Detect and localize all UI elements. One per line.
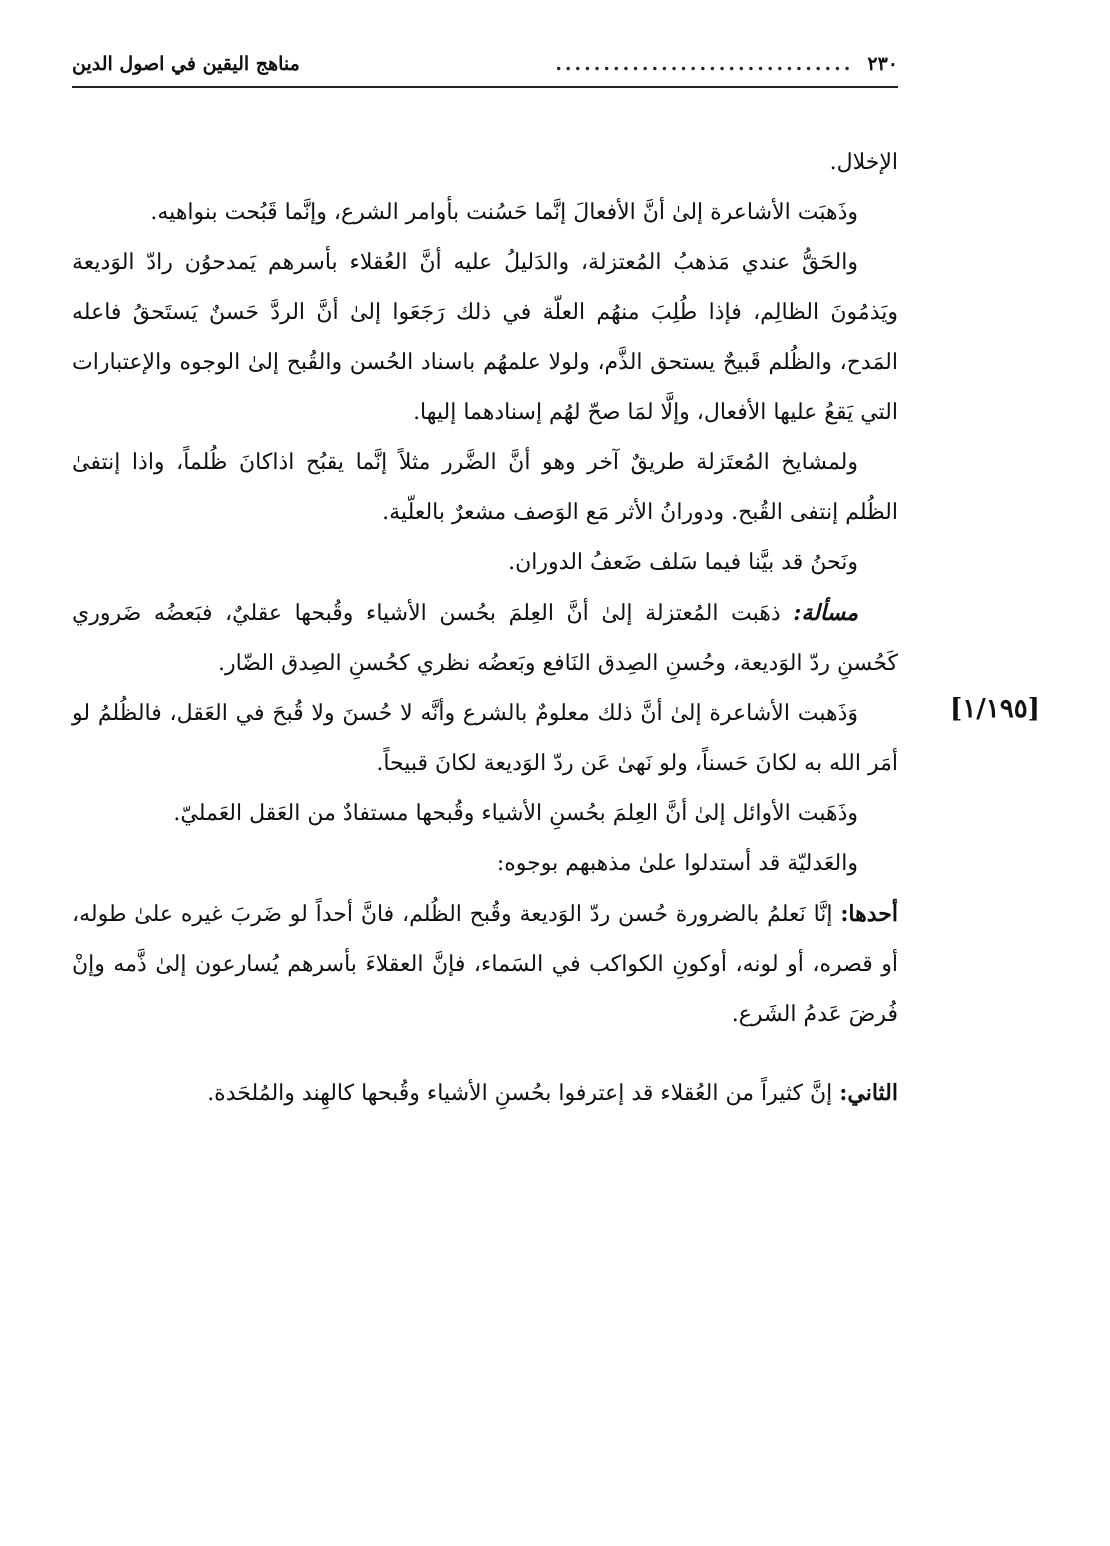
paragraph: الإخلال. (829, 150, 898, 175)
paragraph: ولمشايخ المُعتَزلة طريقٌ آخر وهو أنَّ الضَّرر مثلاً إنَّما يقبُح اذاكانَ ظُلماً، واذا إنتفىٰ الظُلم إنتفى القُبح. ودورانُ الأثر مَع الوَصف مشعرٌ بالعلّية. (72, 450, 898, 525)
book-title: مناهج اليقين في اصول الدين (72, 53, 300, 75)
mas-ala-paragraph (72, 588, 898, 689)
paragraph: وَذَهبت الأشاعرة إلىٰ أنَّ ذلك معلومٌ بالشرع وأنَّه لا حُسنَ ولا قُبحَ في العَقل، فالظُلمُ لو أمَر الله به لكانَ حَسناً، ولو نَهىٰ عَن ردّ الوَديعة لكانَ قبيحاً. (72, 701, 898, 776)
second-argument-paragraph (72, 1068, 898, 1119)
second-argument-label: الثاني: (839, 1080, 898, 1106)
first-argument-label: أحدها: (840, 901, 898, 927)
mas-ala-label: مسألة: (793, 600, 858, 626)
paragraph: ونَحنُ قد بيَّنا فيما سَلف ضَعفُ الدوران. (508, 550, 858, 575)
mas-ala-text: ذهَبت المُعتزلة إلىٰ أنَّ العِلمَ بحُسن الأشياء وقُبحها عقليٌ، فبَعضُه ضَروري كَحُسنِ ردّ الوَديعة، وحُسنِ الصِدق النَافع وبَعضُه نظري كحُسنِ الصِدق الضّار. (72, 601, 898, 676)
page-number: ٢٣٠ (867, 53, 898, 75)
second-argument-text: إنَّ كثيراً من العُقلاء قد إعترفوا بحُسنِ الأشياء وقُبحها كالهِند والمُلحَدة. (207, 1081, 840, 1106)
paragraph: وذَهبَت الأشاعرة إلىٰ أنَّ الأفعالَ إنَّما حَسُنت بأوامر الشرع، وإنَّما قَبُحت بنواهيه. (150, 200, 858, 225)
first-argument-text: إنَّا نَعلمُ بالضرورة حُسن ردّ الوَديعة وقُبح الظُلم، فانَّ أحداً لو ضَربَ غيره علىٰ طوله، أو قصره، أو لونه، أوكونِ الكواكب في السَماء، فإنَّ العقلاءَ بأسرهم يُسارعون إلىٰ ذَّمه وإنْ فُرضَ عَدمُ الشَرع. (72, 902, 898, 1027)
page-reference-marker: [١/١٩٥] (950, 694, 1040, 724)
header-leader-dots: ............................... (555, 53, 854, 75)
paragraph-gap (72, 1040, 898, 1068)
running-header (72, 44, 898, 84)
paragraph: والحَقُّ عندي مَذهبُ المُعتزلة، والدَليلُ عليه أنَّ العُقلاء بأسرهم يَمدحوُن رادّ الوَديعة ويَذمُونَ الظالِم، فإذا طُلِبَ منهُم العلّة في ذلك رَجَعَوا إلىٰ أنَّ الردَّ حَسنٌ يَستَحقُ فاعله المَدح، والظُلم قَبيحٌ يستحق الذَّم، ولولا علمهُم باسناد الحُسن والقُبح إلىٰ الوجوه والإعتبارات التي يَقعُ عليها الأفعال، وإلَّا لمَا صحّ لهُم إسنادهما إليها. (72, 250, 898, 425)
paragraph: والعَدليّة قد أستدلوا علىٰ مذهبهم بوجوه: (496, 851, 858, 876)
header-rule (72, 86, 898, 88)
paragraph: وذَهَبت الأوائل إلىٰ أنَّ العِلمَ بحُسنِ الأشياء وقُبحها مستفادٌ من العَقل العَمليّ. (173, 801, 858, 826)
first-argument-paragraph (72, 889, 898, 1040)
body-text (72, 138, 898, 1119)
